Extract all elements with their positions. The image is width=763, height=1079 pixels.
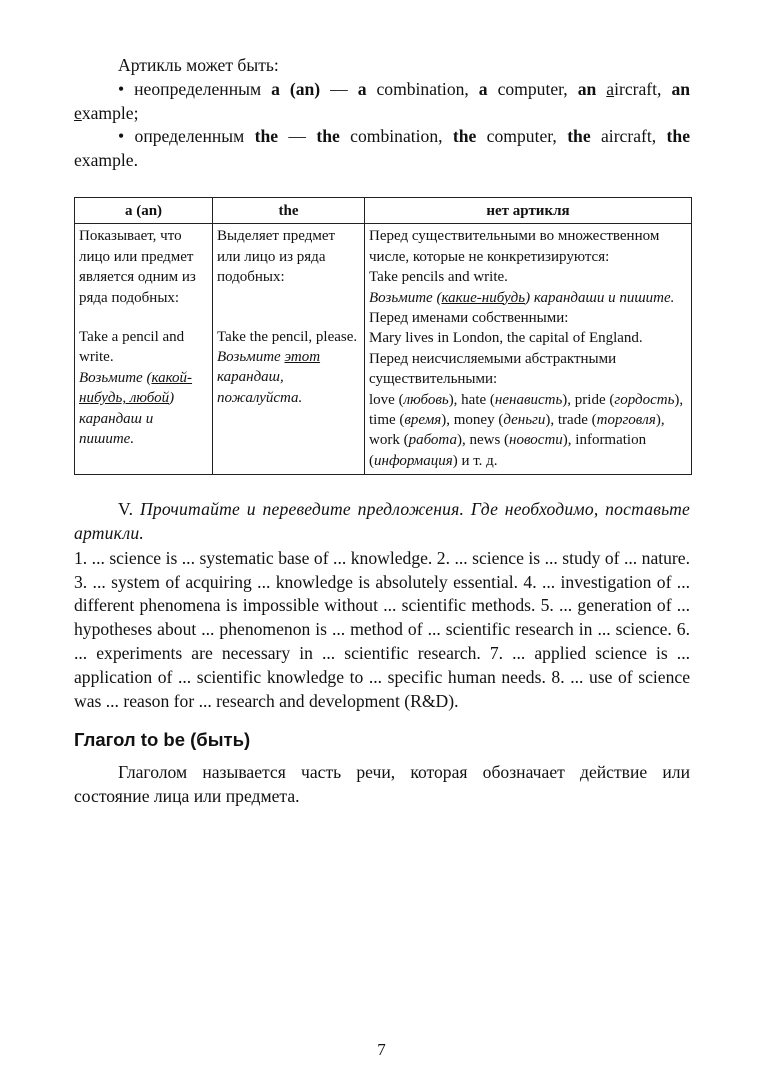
table-header-a-an: a (an) [75,197,213,223]
rule-plural-translation: Возьмите (какие-нибудь) карандаши и пишите. [369,289,675,306]
table-row [75,224,692,475]
section-heading: Глагол to be (быть) [74,729,251,751]
exercise-text: 1. ... science is ... systematic base of ... knowledge. 2. ... science is ... study of ... nature. 3. ... system of acquiring ... knowledge is absolutely essential. 4. ... investigation of ... different phenomena is impossible without ... scientific methods. 5. ... generation of ... hypotheses about ... phenomenon is ... method of ... scientific research in ... science. 6. ... experiments are necessary in ... scientific research. 7. ... applied science is ... application of ... scientific knowledge to ... specific human needs. 8. ... use of science was ... reason for ... research and development (R&D). [74,547,690,711]
rule-plural-example: Take pencils and write. [369,269,508,286]
cell-a-an-example: Take a pencil and write. [79,329,185,366]
page-content [74,54,690,809]
rule-proper-names-example: Mary lives in London, the capital of England. [369,330,643,347]
page-number: 7 [377,1040,386,1059]
rule-proper-names: Перед именами собственными: [369,310,569,327]
exercise-title: V. Прочитайте и переведите предложения. Где необходимо, поставьте артикли. [74,499,690,544]
table-header-row [75,197,692,223]
cell-a-an-translation: Возьмите (какой-нибудь, любой) карандаш и пишите. [79,369,193,448]
definite-article-item: • определенным the — the combination, the computer, the aircraft, the example. [74,126,690,171]
cell-a-an-desc: Показывает, что лицо или предмет является одним из ряда подобных: [79,228,196,306]
cell-the-desc: Выделяет предмет или лицо из ряда подобных: [217,228,336,286]
articles-table [74,197,692,475]
rule-plural: Перед существительными во множественном числе, которые не конкретизируются: [369,228,660,265]
cell-the-example: Take the pencil, please. [217,328,358,345]
cell-no-article [365,224,692,475]
table-header-no-article: нет артикля [365,197,692,223]
table-header-the: the [213,197,365,223]
cell-the-translation: Возьмите этот карандаш, пожалуйста. [217,349,321,406]
rule-uncountable-examples: love (любовь), hate (ненависть), pride (гордость), time (время), money (деньги), trade (торговля), work (работа), news (новости), information (информация) и т. д. [369,391,684,469]
rule-uncountable: Перед неисчисляемыми абстрактными существительными: [369,350,617,388]
intro-line: Артикль может быть: [118,55,279,75]
indefinite-article-item: • неопределенным a (an) — a combination, a computer, an aircraft, an example; [74,78,691,123]
section-text: Глаголом называется часть речи, которая обозначает действие или состояние лица или предмета. [74,762,690,807]
cell-a-an [75,224,213,475]
cell-the [213,224,365,475]
